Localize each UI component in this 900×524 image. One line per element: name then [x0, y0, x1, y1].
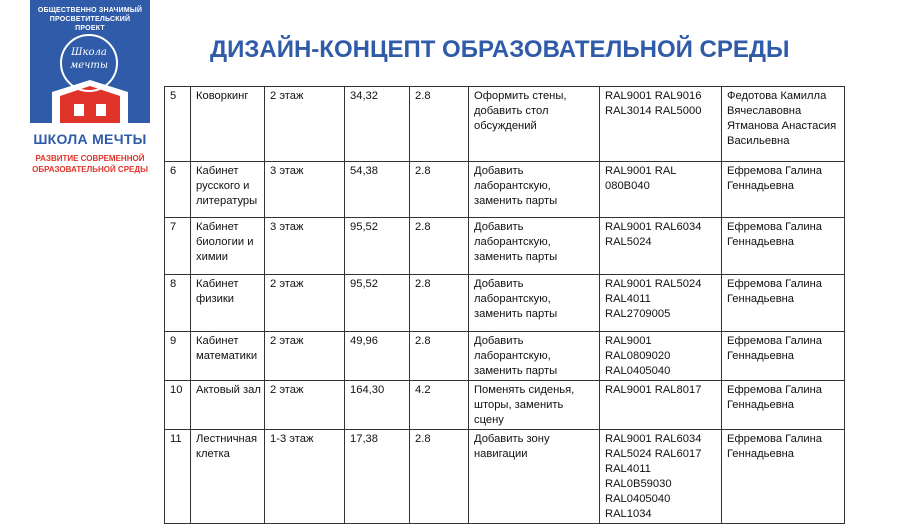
table-row: [165, 275, 845, 332]
planned-action: Добавить зону навигации: [469, 430, 600, 524]
area: 34,32: [345, 87, 410, 162]
row-number: 6: [165, 162, 191, 218]
row-number: 7: [165, 218, 191, 275]
floor: 2 этаж: [265, 275, 345, 332]
ceiling-height: 2.8: [410, 430, 469, 524]
ceiling-height: 2.8: [410, 332, 469, 381]
area: 54,38: [345, 162, 410, 218]
row-number: 9: [165, 332, 191, 381]
responsible-person: Ефремова Галина Геннадьевна: [722, 218, 845, 275]
responsible-person: Ефремова Галина Геннадьевна: [722, 430, 845, 524]
room-name: Лестничная клетка: [191, 430, 265, 524]
project-banner: [30, 0, 150, 190]
ral-colors: RAL9001 RAL0809020 RAL0405040: [600, 332, 722, 381]
area: 17,38: [345, 430, 410, 524]
rooms-table: [164, 86, 845, 524]
floor: 2 этаж: [265, 332, 345, 381]
row-number: 8: [165, 275, 191, 332]
row-number: 11: [165, 430, 191, 524]
table-row: [165, 162, 845, 218]
room-name: Кабинет математики: [191, 332, 265, 381]
banner-subtitle: ОБЩЕСТВЕННО ЗНАЧИМЫЙ ПРОСВЕТИТЕЛЬСКИЙ ПРОЕКТ: [37, 7, 143, 32]
area: 49,96: [345, 332, 410, 381]
page-title: ДИЗАЙН-КОНЦЕПТ ОБРАЗОВАТЕЛЬНОЙ СРЕДЫ: [210, 36, 790, 63]
row-number: 5: [165, 87, 191, 162]
floor: 3 этаж: [265, 218, 345, 275]
ceiling-height: 2.8: [410, 275, 469, 332]
floor: 2 этаж: [265, 87, 345, 162]
room-name: Кабинет русского и литературы: [191, 162, 265, 218]
table-row: [165, 430, 845, 524]
ceiling-height: 2.8: [410, 162, 469, 218]
project-tagline: РАЗВИТИЕ СОВРЕМЕННОЙ ОБРАЗОВАТЕЛЬНОЙ СРЕДЫ: [32, 154, 148, 174]
planned-action: Добавить лаборантскую, заменить парты: [469, 275, 600, 332]
floor: 2 этаж: [265, 381, 345, 430]
planned-action: Добавить лаборантскую, заменить парты: [469, 218, 600, 275]
responsible-person: Федотова Камилла Вячеславовна Ятманова Анастасия Васильевна: [722, 87, 845, 162]
table-row: [165, 332, 845, 381]
planned-action: Добавить лаборантскую, заменить парты: [469, 332, 600, 381]
table-row: [165, 87, 845, 162]
responsible-person: Ефремова Галина Геннадьевна: [722, 162, 845, 218]
responsible-person: Ефремова Галина Геннадьевна: [722, 275, 845, 332]
area: 164,30: [345, 381, 410, 430]
room-name: Кабинет физики: [191, 275, 265, 332]
planned-action: Оформить стены, добавить стол обсуждений: [469, 87, 600, 162]
ceiling-height: 2.8: [410, 218, 469, 275]
ceiling-height: 4.2: [410, 381, 469, 430]
responsible-person: Ефремова Галина Геннадьевна: [722, 381, 845, 430]
ral-colors: RAL9001 RAL8017: [600, 381, 722, 430]
ral-colors: RAL9001 RAL 080B040: [600, 162, 722, 218]
table-row: [165, 381, 845, 430]
room-name: Коворкинг: [191, 87, 265, 162]
project-name: ШКОЛА МЕЧТЫ: [33, 131, 147, 147]
ral-colors: RAL9001 RAL9016 RAL3014 RAL5000: [600, 87, 722, 162]
area: 95,52: [345, 275, 410, 332]
ceiling-height: 2.8: [410, 87, 469, 162]
room-name: Кабинет биологии и химии: [191, 218, 265, 275]
area: 95,52: [345, 218, 410, 275]
floor: 1-3 этаж: [265, 430, 345, 524]
floor: 3 этаж: [265, 162, 345, 218]
ral-colors: RAL9001 RAL5024 RAL4011 RAL2709005: [600, 275, 722, 332]
planned-action: Добавить лаборантскую, заменить парты: [469, 162, 600, 218]
ral-colors: RAL9001 RAL6034 RAL5024: [600, 218, 722, 275]
ral-colors: RAL9001 RAL6034 RAL5024 RAL6017 RAL4011 RAL0B59030 RAL0405040 RAL1034: [600, 430, 722, 524]
logo-text: Школа мечты: [69, 47, 109, 71]
table-row: [165, 218, 845, 275]
banner-blue-panel: [30, 0, 150, 123]
room-name: Актовый зал: [191, 381, 265, 430]
row-number: 10: [165, 381, 191, 430]
planned-action: Поменять сиденья, шторы, заменить сцену: [469, 381, 600, 430]
responsible-person: Ефремова Галина Геннадьевна: [722, 332, 845, 381]
